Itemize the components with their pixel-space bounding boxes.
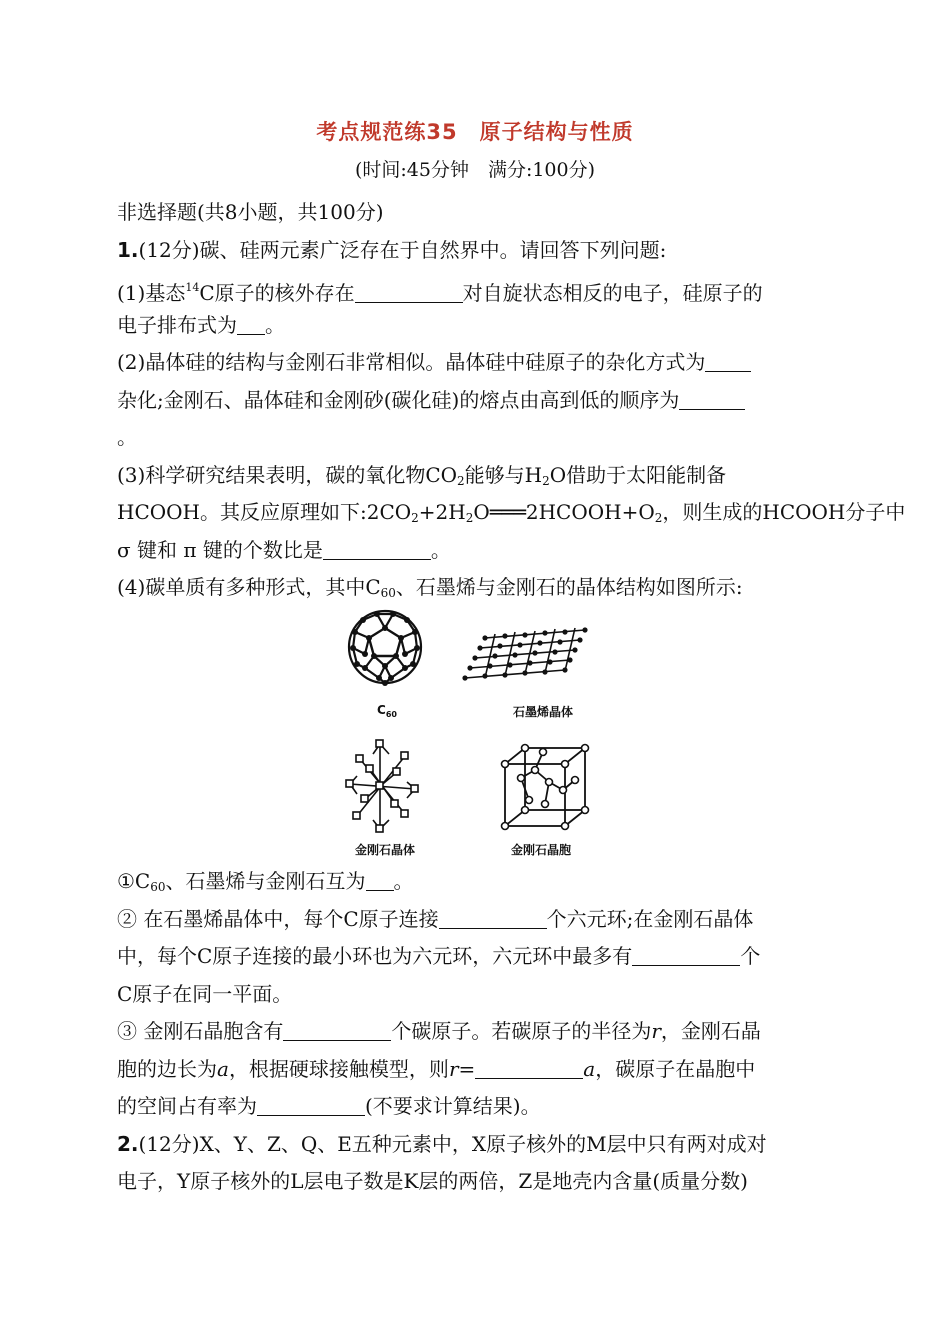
- q1-part2-line3: [117, 419, 832, 457]
- answer-blank[interactable]: [283, 1018, 391, 1041]
- question-body: [117, 194, 906, 607]
- text: ② 在石墨烯晶体中，每个C原子连接: [117, 906, 439, 931]
- text: (3)科学研究结果表明，碳的氧化物CO: [117, 462, 458, 487]
- answer-blank[interactable]: [257, 1093, 365, 1116]
- text: ，碳原子在晶胞中: [595, 1056, 756, 1081]
- q1-part3-line1: [117, 457, 832, 495]
- text: 。: [393, 869, 414, 893]
- text: 对自旋状态相反的电子，硅原子的: [462, 281, 763, 305]
- text: 胞的边长为: [117, 1056, 217, 1081]
- text: (1)基态: [117, 281, 186, 305]
- text: 。: [265, 312, 285, 337]
- caption-graphene: 石墨烯晶体: [513, 705, 574, 719]
- q1-part1-line2: [117, 307, 832, 345]
- section-heading: 非选择题(共8小题，共100分): [117, 200, 384, 224]
- q1-sub3-line1: [117, 1013, 832, 1051]
- q1-intro: [117, 232, 832, 270]
- text: =: [458, 1056, 476, 1081]
- variable-a: a: [217, 1056, 229, 1081]
- text: O借助于太阳能制备: [549, 462, 727, 487]
- subscript: 60: [150, 880, 166, 894]
- text: +2H: [418, 500, 466, 524]
- page-title: 考点规范练35 原子结构与性质: [316, 120, 634, 144]
- q1-number: 1.: [117, 237, 139, 262]
- caption-diamond-crystal: 金刚石晶体: [355, 843, 416, 857]
- answer-blank[interactable]: [679, 387, 745, 410]
- text: 个碳原子。若碳原子的半径为: [391, 1019, 652, 1043]
- q1-sub3-line3: [117, 1088, 832, 1126]
- answer-blank[interactable]: [366, 868, 394, 891]
- c60-structure-image: [349, 611, 421, 686]
- text: ，金刚石晶: [660, 1019, 761, 1043]
- text: ①C: [117, 869, 151, 893]
- text: 。: [117, 425, 137, 449]
- q2-line2: [117, 1163, 832, 1201]
- subscript: 2: [542, 473, 550, 488]
- text: 能够与H: [464, 462, 543, 487]
- text: 。: [430, 537, 451, 562]
- q1-intro-text: (12分)碳、硅两元素广泛存在于自然界中。请回答下列问题:: [138, 237, 667, 262]
- q1-part3-line3: [117, 532, 832, 570]
- text: (12分)X、Y、Z、Q、E五种元素中，X原子核外的M层中只有两对成对: [138, 1131, 767, 1156]
- answer-blank[interactable]: [439, 906, 547, 929]
- q1-sub3-line2: [117, 1051, 832, 1089]
- q1-part2-line1: [117, 344, 832, 382]
- text: (4)碳单质有多种形式，其中C: [117, 575, 381, 599]
- text: 、石墨烯与金刚石的晶体结构如图所示:: [395, 575, 743, 599]
- subscript: 2: [465, 511, 474, 525]
- q1-sub1: [117, 863, 832, 901]
- caption-c60: $C_{60}$: [377, 703, 397, 719]
- text: 电子，Y原子核外的L层电子数是K层的两倍，Z是地壳内含量(质量分数): [117, 1169, 748, 1193]
- text: C原子的核外存在: [199, 281, 355, 305]
- q1-sub2-line2: [117, 938, 832, 976]
- q1-part1-line1: [117, 269, 832, 307]
- q2-line1: [117, 1126, 832, 1164]
- q1-part4-line1: [117, 569, 832, 607]
- subscript: 2: [457, 473, 465, 488]
- answer-blank[interactable]: [237, 312, 265, 335]
- text: (2)晶体硅的结构与金刚石非常相似。晶体硅中硅原子的杂化方式为: [117, 350, 706, 374]
- text: (不要求计算结果)。: [365, 1094, 541, 1118]
- q2-number: 2.: [117, 1131, 139, 1156]
- variable-a: a: [583, 1056, 596, 1081]
- q1-sub2-line3: [117, 976, 832, 1014]
- text: ③ 金刚石晶胞含有: [117, 1019, 284, 1043]
- text: 中，每个C原子连接的最小环也为六元环，六元环中最多有: [117, 944, 633, 968]
- subscript: 2: [411, 511, 419, 525]
- text: 个六元环;在金刚石晶体: [546, 906, 754, 931]
- answer-blank[interactable]: [632, 943, 740, 966]
- variable-r: r: [651, 1019, 661, 1043]
- diamond-crystal-image: [346, 740, 418, 832]
- answer-blank[interactable]: [705, 349, 751, 372]
- mass-number: 14: [185, 281, 200, 294]
- variable-r: r: [448, 1056, 459, 1081]
- text: ，则生成的HCOOH分子中: [662, 500, 906, 524]
- answer-blank[interactable]: [475, 1056, 583, 1079]
- subscript: 60: [380, 586, 396, 600]
- carbon-allotropes-figure: [335, 604, 605, 866]
- text: 电子排布式为: [117, 312, 237, 337]
- graphene-structure-image: [462, 627, 587, 680]
- text: ，根据硬球接触模型，则: [228, 1056, 449, 1081]
- q1-part3-line2: [117, 494, 906, 532]
- text: 、石墨烯与金刚石互为: [165, 869, 366, 893]
- time-score-info: (时间:45分钟 满分:100分): [354, 159, 596, 181]
- text: 的空间占有率为: [117, 1094, 257, 1118]
- caption-diamond-cell: 金刚石晶胞: [511, 843, 572, 857]
- q1-sub2-line1: [117, 901, 832, 939]
- q1-part2-line2: [117, 382, 832, 420]
- answer-blank[interactable]: [355, 280, 463, 303]
- text: HCOOH。其反应原理如下:2CO: [117, 500, 412, 524]
- question-body-continued: [117, 863, 832, 1201]
- text: 个: [740, 944, 761, 968]
- text: 杂化;金刚石、晶体硅和金刚砂(碳化硅)的熔点由高到低的顺序为: [117, 387, 680, 412]
- subscript: 2: [654, 511, 663, 525]
- answer-blank[interactable]: [323, 537, 431, 560]
- text: O═══2HCOOH+O: [473, 500, 655, 524]
- text: C原子在同一平面。: [117, 981, 293, 1006]
- text: σ 键和 π 键的个数比是: [117, 537, 323, 562]
- diamond-unit-cell-image: [502, 745, 589, 830]
